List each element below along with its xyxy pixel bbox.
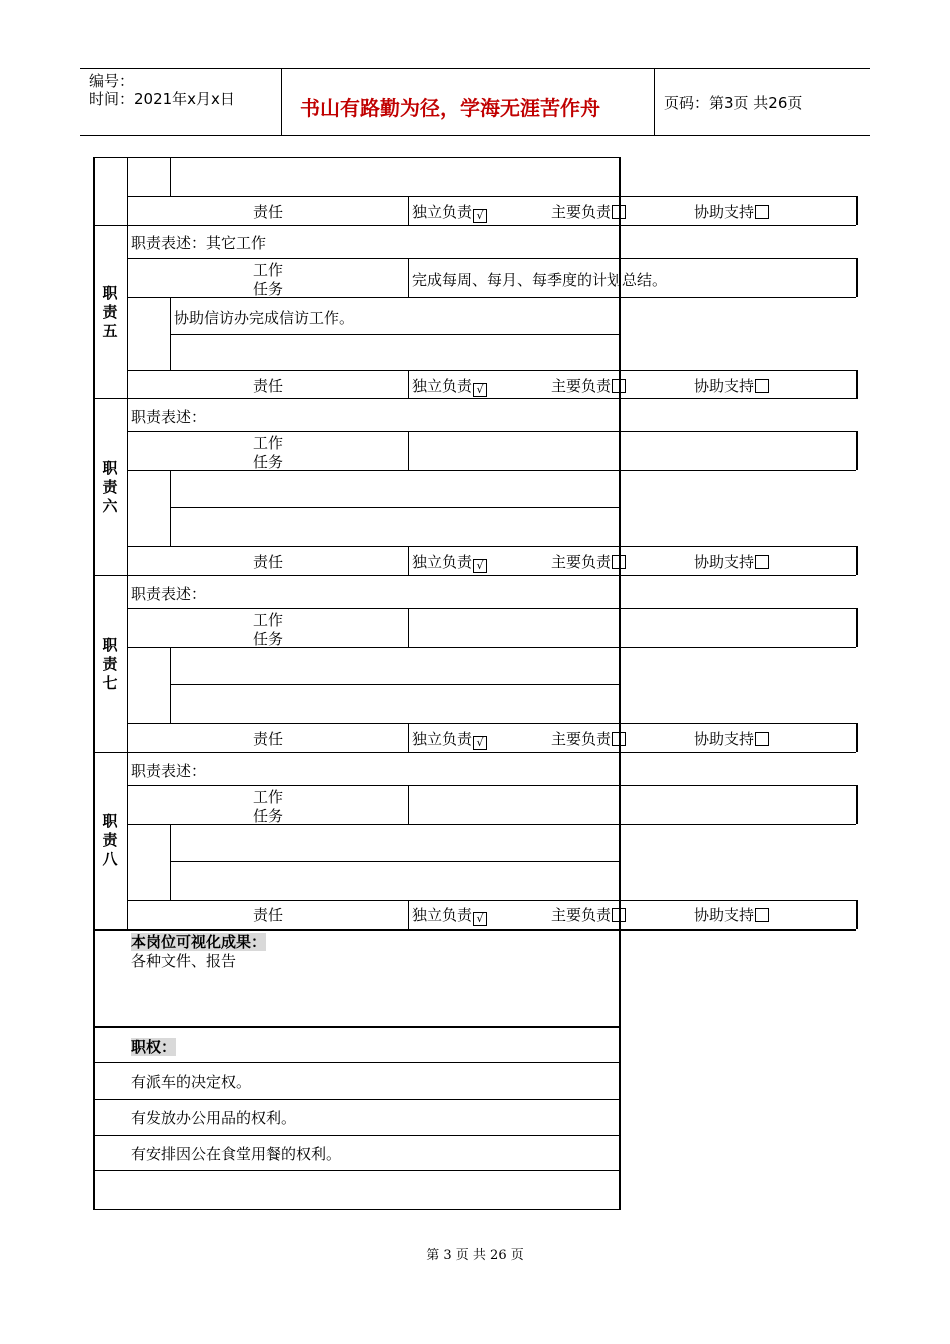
checkbox-icon[interactable] <box>755 555 769 569</box>
independent-label: 独立负责 <box>412 730 473 748</box>
task-right-border <box>856 431 858 470</box>
resp-column-border <box>408 196 409 225</box>
checkbox-icon[interactable] <box>755 908 769 922</box>
section-border <box>93 398 856 399</box>
authority-item: 有发放办公用品的权利。 <box>131 1109 297 1127</box>
duty-label-char: 责 <box>102 478 118 496</box>
serial-number-label: 编号： <box>89 72 135 90</box>
resp-right-border <box>856 546 858 575</box>
task-label: 工作 <box>253 261 284 279</box>
row-border <box>127 785 856 786</box>
independent-option[interactable] <box>412 377 487 397</box>
sub-task-text: 协助信访办完成信访工作。 <box>174 309 355 327</box>
duty-label-char: 七 <box>102 674 118 692</box>
duty-label <box>100 636 120 693</box>
checkbox-icon[interactable] <box>612 205 626 219</box>
form-top-border <box>93 157 620 158</box>
main-option[interactable] <box>551 906 626 924</box>
responsibility-label: 责任 <box>253 906 284 924</box>
header-divider <box>281 68 282 135</box>
main-label: 主要负责 <box>551 906 612 924</box>
main-option[interactable] <box>551 203 626 221</box>
checkbox-checked-icon[interactable]: √ <box>473 559 487 573</box>
task-right-border <box>856 258 858 297</box>
duty-description: 职责表述： <box>131 585 207 603</box>
duty-description: 职责表述： <box>131 762 207 780</box>
checkbox-checked-icon[interactable]: √ <box>473 736 487 750</box>
duty-description: 职责表述： <box>131 408 207 426</box>
responsibility-label: 责任 <box>253 553 284 571</box>
duty-label <box>100 812 120 869</box>
checkbox-icon[interactable] <box>612 555 626 569</box>
form-left-border <box>93 157 95 1210</box>
authority-item: 有安排因公在食堂用餐的权利。 <box>131 1145 342 1163</box>
row-border <box>127 297 856 298</box>
task-label: 工作 <box>253 434 284 452</box>
resp-column-border <box>408 546 409 575</box>
main-option[interactable] <box>551 553 626 571</box>
assist-label: 协助支持 <box>694 730 755 748</box>
duty-label-char: 责 <box>102 831 118 849</box>
duty-label-char: 责 <box>102 303 118 321</box>
task-column-border <box>408 431 409 470</box>
task-column-border <box>408 608 409 647</box>
row-border <box>170 861 620 862</box>
time-label: 时间：2021年x月x日 <box>89 90 235 108</box>
authority-item: 有派车的决定权。 <box>131 1073 252 1091</box>
independent-label: 独立负责 <box>412 553 473 571</box>
assist-label: 协助支持 <box>694 906 755 924</box>
assist-option[interactable] <box>694 730 769 748</box>
assist-label: 协助支持 <box>694 203 755 221</box>
duty-label <box>100 284 120 341</box>
main-label: 主要负责 <box>551 553 612 571</box>
duty-label-char: 责 <box>102 655 118 673</box>
sub-task-column-border <box>170 470 171 546</box>
row-border <box>127 258 856 259</box>
page-number-label: 页码：第3页 共26页 <box>664 94 803 112</box>
independent-option[interactable] <box>412 203 487 223</box>
section-border <box>93 225 856 226</box>
row-border <box>170 684 620 685</box>
independent-label: 独立负责 <box>412 906 473 924</box>
header-divider <box>654 68 655 135</box>
page-footer: 第 3 页 共 26 页 <box>426 1248 524 1263</box>
header-top-rule <box>80 68 870 69</box>
duty-label-char: 职 <box>102 812 118 830</box>
resp-column-border <box>408 723 409 752</box>
responsibility-label: 责任 <box>253 377 284 395</box>
checkbox-checked-icon[interactable]: √ <box>473 912 487 926</box>
results-content: 各种文件、报告 <box>131 952 237 970</box>
assist-label: 协助支持 <box>694 553 755 571</box>
independent-option[interactable] <box>412 730 487 750</box>
sub-task-column-border <box>170 824 171 900</box>
duty-label-char: 职 <box>102 636 118 654</box>
task-text: 完成每周、每月、每季度的计划总结。 <box>412 271 668 289</box>
sub-task-column-border <box>170 647 171 723</box>
sub-task-column-border <box>170 157 171 196</box>
header-motto: 书山有路勤为径，学海无涯苦作舟 <box>300 96 600 120</box>
results-title: 本岗位可视化成果： <box>131 933 267 951</box>
assist-label: 协助支持 <box>694 377 755 395</box>
checkbox-icon[interactable] <box>755 205 769 219</box>
row-border <box>127 196 856 197</box>
main-label: 主要负责 <box>551 203 612 221</box>
form-bottom-border <box>93 1209 620 1210</box>
row-border <box>170 507 620 508</box>
row-border <box>93 1099 620 1100</box>
section-border <box>93 752 856 753</box>
duty-label-column-border <box>127 157 128 929</box>
duty-label-char: 六 <box>102 497 118 515</box>
checkbox-icon[interactable] <box>755 379 769 393</box>
row-border <box>127 431 856 432</box>
resp-right-border <box>856 196 858 225</box>
task-label: 任务 <box>253 807 284 825</box>
checkbox-checked-icon[interactable]: √ <box>473 383 487 397</box>
checkbox-icon[interactable] <box>612 379 626 393</box>
row-border <box>170 334 620 335</box>
main-label: 主要负责 <box>551 377 612 395</box>
row-border <box>93 1170 620 1171</box>
independent-option[interactable] <box>412 553 487 573</box>
duty-label-char: 八 <box>102 850 118 868</box>
authority-title: 职权： <box>131 1038 177 1056</box>
duty-label-char: 职 <box>102 459 118 477</box>
row-border <box>93 1062 620 1063</box>
duty-description: 职责表述：其它工作 <box>131 234 267 252</box>
row-border <box>93 1135 620 1136</box>
checkbox-checked-icon[interactable]: √ <box>473 209 487 223</box>
main-option[interactable] <box>551 730 626 748</box>
section-border <box>93 1026 620 1028</box>
task-right-border <box>856 608 858 647</box>
main-label: 主要负责 <box>551 730 612 748</box>
row-border <box>127 546 856 547</box>
resp-column-border <box>408 900 409 929</box>
section-border <box>93 929 856 931</box>
independent-option[interactable] <box>412 906 487 926</box>
task-column-border <box>408 785 409 824</box>
resp-column-border <box>408 370 409 399</box>
task-label: 任务 <box>253 280 284 298</box>
main-option[interactable] <box>551 377 626 395</box>
row-border <box>127 370 856 371</box>
assist-option[interactable] <box>694 906 769 924</box>
task-label: 任务 <box>253 630 284 648</box>
checkbox-icon[interactable] <box>755 732 769 746</box>
duty-label-char: 职 <box>102 284 118 302</box>
task-label: 工作 <box>253 788 284 806</box>
row-border <box>127 723 856 724</box>
task-right-border <box>856 785 858 824</box>
task-column-border <box>408 258 409 297</box>
row-border <box>127 824 856 825</box>
independent-label: 独立负责 <box>412 203 473 221</box>
task-label: 工作 <box>253 611 284 629</box>
row-border <box>127 900 856 901</box>
duty-label <box>100 459 120 516</box>
section-border <box>93 575 856 576</box>
responsibility-label: 责任 <box>253 203 284 221</box>
assist-option[interactable] <box>694 203 769 221</box>
duty-label-char: 五 <box>102 322 118 340</box>
row-border <box>127 608 856 609</box>
responsibility-label: 责任 <box>253 730 284 748</box>
resp-right-border <box>856 723 858 752</box>
resp-right-border <box>856 900 858 929</box>
task-label: 任务 <box>253 453 284 471</box>
independent-label: 独立负责 <box>412 377 473 395</box>
assist-option[interactable] <box>694 377 769 395</box>
header-bottom-rule <box>80 135 870 136</box>
row-border <box>127 647 856 648</box>
assist-option[interactable] <box>694 553 769 571</box>
resp-right-border <box>856 370 858 399</box>
checkbox-icon[interactable] <box>612 732 626 746</box>
checkbox-icon[interactable] <box>612 908 626 922</box>
row-border <box>127 470 856 471</box>
